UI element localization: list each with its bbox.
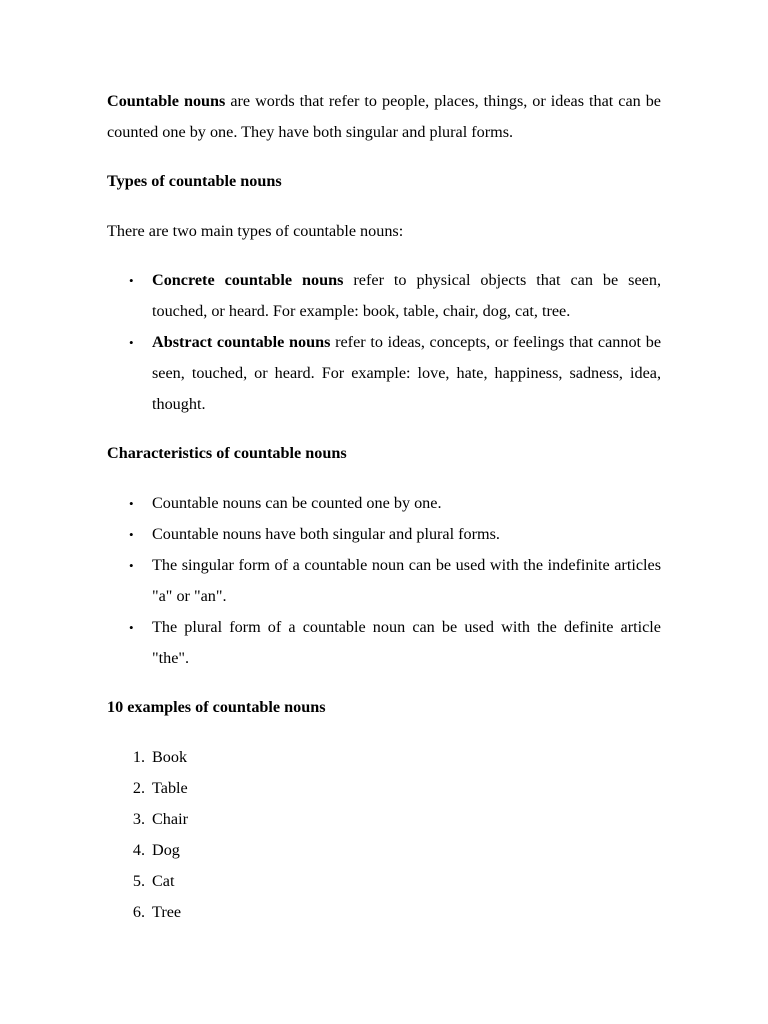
bullet-icon: • [129, 558, 134, 573]
list-item [107, 612, 661, 674]
characteristics-list [107, 488, 661, 674]
list-item-term: Concrete countable nouns [152, 271, 344, 289]
list-item-text: Countable nouns have both singular and plural forms. [152, 525, 500, 543]
list-item [107, 773, 661, 804]
list-item-text: refer to physical objects that can be seen, touched, or heard. For example: book, table, chair, dog, cat, tree. [152, 271, 661, 320]
list-item [107, 804, 661, 835]
list-item-text: Countable nouns can be counted one by one. [152, 494, 442, 512]
list-number: 6. [132, 903, 145, 921]
list-item-text: Book [152, 748, 188, 766]
list-item [107, 327, 661, 420]
list-item [107, 742, 661, 773]
examples-heading: 10 examples of countable nouns [107, 698, 326, 716]
list-item-text: Table [152, 779, 188, 797]
list-item-text: The singular form of a countable noun can be used with the indefinite articles "a" or "an". [152, 556, 661, 605]
list-item [107, 265, 661, 327]
types-list [107, 265, 661, 420]
list-number: 5. [132, 872, 145, 890]
characteristics-heading: Characteristics of countable nouns [107, 444, 347, 462]
list-item [107, 550, 661, 612]
list-item-text: Tree [152, 903, 182, 921]
examples-list [107, 742, 661, 928]
bullet-icon: • [129, 620, 134, 635]
list-item-text: Cat [152, 872, 175, 890]
list-item [107, 488, 661, 519]
list-item [107, 519, 661, 550]
list-item-text: The plural form of a countable noun can be used with the definite article "the". [152, 618, 661, 667]
bullet-icon: • [129, 335, 134, 350]
list-item [107, 835, 661, 866]
list-number: 3. [132, 810, 145, 828]
list-item-text: refer to ideas, concepts, or feelings that cannot be seen, touched, or heard. For example: love, hate, happiness, sadness, idea, thought. [152, 333, 662, 413]
list-item [107, 897, 661, 928]
list-item [107, 866, 661, 897]
types-lead: There are two main types of countable nouns: [107, 222, 404, 240]
bullet-icon: • [129, 527, 134, 542]
list-number: 2. [132, 779, 145, 797]
list-number: 4. [132, 841, 145, 859]
intro-text: are words that refer to people, places, things, or ideas that can be counted one by one. They have both singular and plural forms. [107, 92, 661, 141]
list-item-term: Abstract countable nouns [152, 333, 331, 351]
list-item-text: Chair [152, 810, 188, 828]
list-item-text: Dog [152, 841, 180, 859]
bullet-icon: • [129, 273, 134, 288]
list-number: 1. [132, 748, 145, 766]
intro-term: Countable nouns [107, 92, 226, 110]
types-heading: Types of countable nouns [107, 172, 282, 190]
bullet-icon: • [129, 496, 134, 511]
intro-paragraph [107, 86, 661, 148]
